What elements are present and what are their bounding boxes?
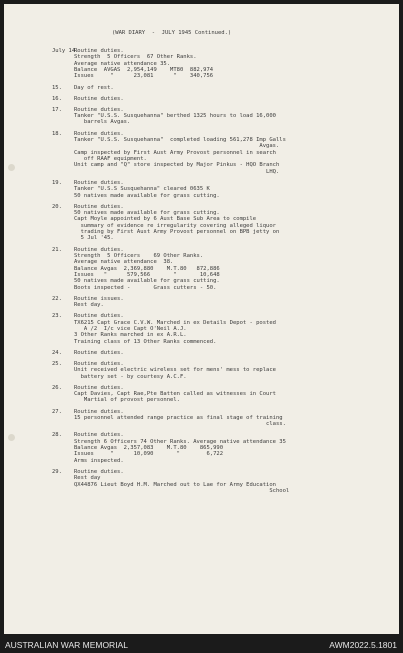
entry-text xyxy=(74,432,397,464)
entry-line: Tanker "U.S.S. Susquehanna" completed loading 561,278 Imp Galls xyxy=(74,136,286,143)
entry-line: Routine duties. xyxy=(74,360,124,367)
entry-date: 26. xyxy=(52,384,62,391)
entry-line: Rest day. xyxy=(74,302,104,309)
entry-line: Routine duties. xyxy=(74,95,124,102)
diary-entry xyxy=(52,313,397,345)
entry-line: Routine duties. xyxy=(74,179,124,186)
diary-entry xyxy=(52,247,397,291)
entry-line: Routine duties. xyxy=(74,384,124,391)
entry-line: Routine duties. xyxy=(74,408,124,415)
diary-entry xyxy=(52,96,397,102)
diary-entry xyxy=(52,409,397,428)
footer-institution: AUSTRALIAN WAR MEMORIAL xyxy=(5,640,128,650)
entry-line: Routine issues. xyxy=(74,295,124,302)
entry-line: Routine duties. xyxy=(74,203,124,210)
entry-line: QX44876 Lieut Boyd H.M. Marched out to Lae for Army Education xyxy=(74,481,276,488)
entry-line: Day of rest. xyxy=(74,84,114,91)
entry-line: 5 Jul '45. xyxy=(74,235,114,242)
diary-entry xyxy=(52,180,397,199)
entry-line: barrels Avgas. xyxy=(74,119,131,126)
entry-line: Issues " 23,081 " 340,756 xyxy=(74,73,214,80)
entry-line: Camp inspected by First Aust Army Provost personnel in search xyxy=(74,149,276,156)
entry-line: Strength 6 Officers 74 Other Ranks. Average native attendance 35 xyxy=(74,438,286,445)
entry-text xyxy=(74,296,397,309)
entry-line: 50 natives made available for grass cutting. xyxy=(74,210,220,216)
entry-date: 17. xyxy=(52,106,62,113)
entry-line: Average native attendance 35. xyxy=(74,60,171,67)
entry-line: Routine duties. xyxy=(74,48,124,54)
punch-hole xyxy=(8,164,15,171)
entry-line: Balance Avgas 2,357,083 M.T.80 865,990 xyxy=(74,445,224,452)
diary-entry xyxy=(52,204,397,242)
entry-line: off RAAF equipment. xyxy=(74,156,147,162)
entry-line: Routine duties. xyxy=(74,106,124,113)
entry-date: 22. xyxy=(52,295,62,302)
entry-line: LHQ. xyxy=(74,168,280,175)
diary-entry xyxy=(52,361,397,380)
entry-line: Tanker "U.S.S Susquehanna" cleared 0635 K xyxy=(74,186,210,193)
diary-entry xyxy=(52,107,397,126)
diary-entry xyxy=(52,385,397,404)
entry-line: A /2 I/c vice Capt O'Neil A.J. xyxy=(74,325,187,332)
entry-text xyxy=(74,96,397,102)
entry-date: 23. xyxy=(52,313,62,320)
entry-date: July 14. xyxy=(52,48,79,54)
entry-line: Unit camp and "Q" store inspected by Major Pinkus - HQO Branch xyxy=(74,162,280,169)
entry-text xyxy=(74,180,397,199)
diary-entry xyxy=(52,48,397,80)
entry-line: Balance AVGAS 2,954,149 MT80 882,974 xyxy=(74,67,214,74)
entry-line: Balance Avgas 2,369,880 M.T.80 872,886 xyxy=(74,265,220,272)
entry-line: Capt Moyle appointed by 6 Aust Base Sub Area to compile xyxy=(74,216,257,223)
entry-text xyxy=(74,48,397,80)
entry-date: 19. xyxy=(52,179,62,186)
entry-date: 28. xyxy=(52,432,62,439)
entry-line: Routine duties. xyxy=(74,130,124,137)
entry-line: Martial of provost personnel. xyxy=(74,397,180,404)
diary-entry xyxy=(52,432,397,464)
entry-line: Issues " 10,090 " 6,722 xyxy=(74,451,224,458)
entry-line: Strength 5 Officers 69 Other Ranks. xyxy=(74,252,204,259)
entry-line: 3 Other Ranks marched in ex A.R.L. xyxy=(74,332,187,339)
entry-text xyxy=(74,385,397,404)
entry-line: Arms inspected. xyxy=(74,457,124,464)
entry-date: 20. xyxy=(52,203,62,210)
diary-entry xyxy=(52,469,397,494)
entry-text xyxy=(74,85,397,91)
entry-line: 50 natives made available for grass cutting. xyxy=(74,278,220,285)
entry-line: TX6215 Capt Grace C.V.W. Marched in ex Details Depot - posted xyxy=(74,319,276,326)
entry-date: 16. xyxy=(52,95,62,102)
entry-text xyxy=(74,247,397,291)
entry-date: 27. xyxy=(52,408,62,415)
entry-line: Routine duties. xyxy=(74,313,124,320)
entry-line: School xyxy=(74,487,290,494)
entry-text xyxy=(74,131,397,175)
entry-line: Routine duties. xyxy=(74,432,124,439)
entry-line: Routine duties. xyxy=(74,246,124,253)
entry-date: 25. xyxy=(52,360,62,367)
entry-date: 21. xyxy=(52,246,62,253)
entry-line: trading by First Aust Army Provost personnel on BPB jetty on xyxy=(74,229,280,236)
entry-line: class. xyxy=(74,421,286,428)
entry-date: 15. xyxy=(52,84,62,91)
entry-line: Issues " 579,566 " 10,648 xyxy=(74,271,220,278)
diary-entries xyxy=(52,48,397,494)
entry-line: Average native attendance 38. xyxy=(74,259,174,266)
footer-accession-number: AWM2022.5.1801 xyxy=(329,640,397,650)
entry-line: Tanker "U.S.S. Susquehanna" berthed 1325 hours to load 16,000 xyxy=(74,113,276,120)
entry-line: 15 personnel attended range practice as final stage of training xyxy=(74,414,283,421)
entry-line: battery set - by courtesy A.C.F. xyxy=(74,373,187,380)
entry-text xyxy=(74,469,397,494)
entry-line: 50 natives made available for grass cutting. xyxy=(74,192,220,199)
archive-footer xyxy=(0,637,403,653)
entry-date: 18. xyxy=(52,130,62,137)
entry-date: 29. xyxy=(52,468,62,475)
entry-line: Capt Davies, Capt Rae,Pte Batten called as witnesses in Court xyxy=(74,391,276,398)
entry-text xyxy=(74,350,397,356)
entry-text xyxy=(74,313,397,345)
diary-entry xyxy=(52,85,397,91)
diary-entry xyxy=(52,296,397,309)
entry-line: summary of evidence re irregularity covering alleged liquor xyxy=(74,222,276,229)
entry-line: Strength 5 Officers 67 Other Ranks. xyxy=(74,54,197,61)
punch-hole xyxy=(8,434,15,441)
entry-text xyxy=(74,409,397,428)
entry-line: Boots inspected - Grass cutters - 50. xyxy=(74,284,217,291)
entry-line: Unit received electric wireless set for mens' mess to replace xyxy=(74,367,276,374)
entry-line: Routine duties. xyxy=(74,468,124,475)
entry-line: Avgas. xyxy=(74,143,280,150)
entry-line: Training class of 13 Other Ranks commenced. xyxy=(74,338,217,345)
page-title: (WAR DIARY - JULY 1945 Continued.) xyxy=(112,30,232,36)
entry-text xyxy=(74,361,397,380)
diary-entry xyxy=(52,350,397,356)
entry-text xyxy=(74,204,397,242)
entry-line: Routine duties. xyxy=(74,349,124,356)
diary-page xyxy=(4,4,399,634)
entry-date: 24. xyxy=(52,349,62,356)
entry-text xyxy=(74,107,397,126)
diary-entry xyxy=(52,131,397,175)
entry-line: Rest day xyxy=(74,475,101,482)
